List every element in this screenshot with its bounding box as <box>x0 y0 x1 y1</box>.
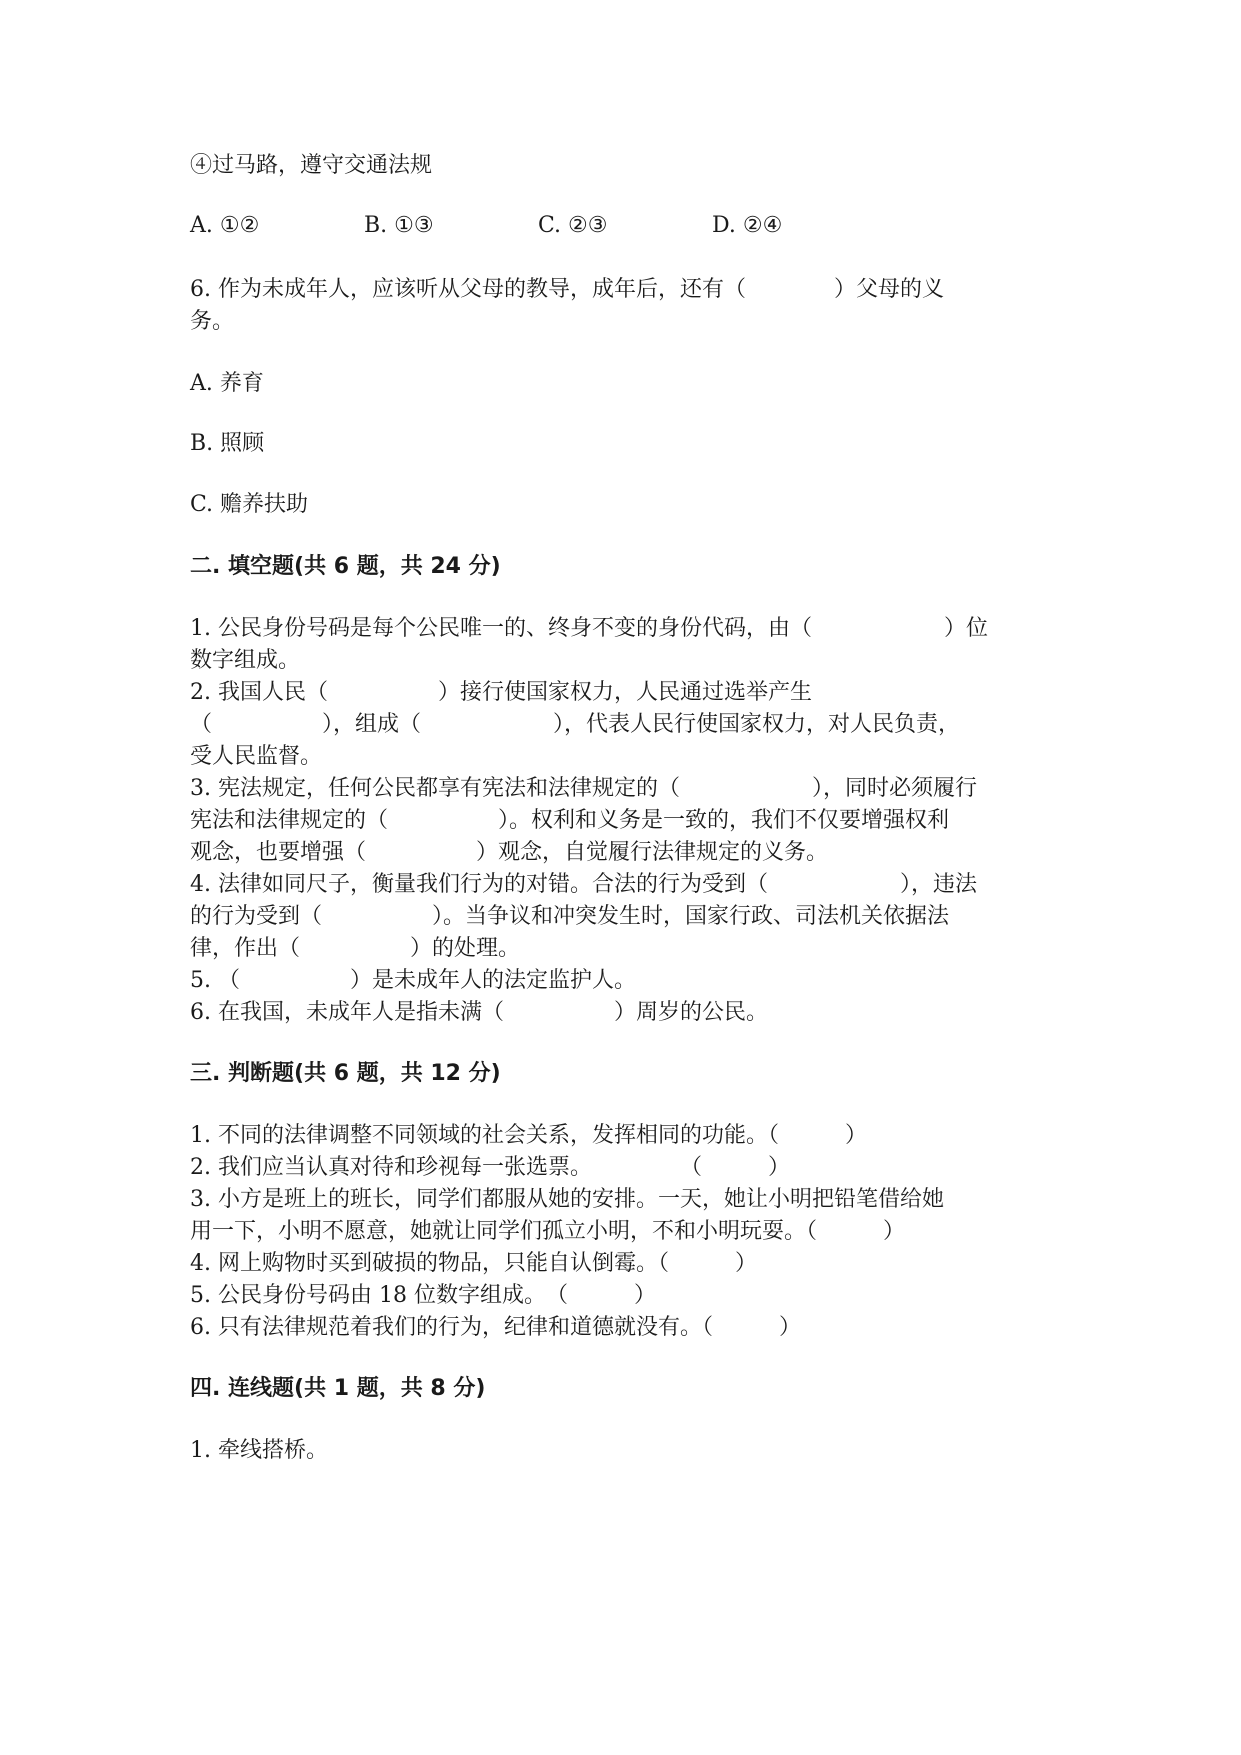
q6-choice-c: C. 赡养扶助 <box>190 492 309 517</box>
q6-choice-b: B. 照顾 <box>190 431 265 456</box>
fill-blank-line: 2. 我国人民（ ）接行使国家权力，人民通过选举产生 <box>190 680 812 705</box>
fill-blank-line: 4. 法律如同尺子，衡量我们行为的对错。合法的行为受到（ ），违法 <box>190 872 977 897</box>
fill-blank-line: 1. 公民身份号码是每个公民唯一的、终身不变的身份代码，由（ ）位 <box>190 616 988 641</box>
fill-blank-line: 数字组成。 <box>190 648 301 673</box>
fill-blank-line: 5. （ ）是未成年人的法定监护人。 <box>190 968 636 993</box>
q5-choice-a: A. ①② <box>190 213 260 238</box>
question-5-option-4-text: ④过马路，遵守交通法规 <box>190 153 433 178</box>
fill-blank-line: 3. 宪法规定，任何公民都享有宪法和法律规定的（ ），同时必须履行 <box>190 776 977 801</box>
fill-blank-line: 律，作出（ ）的处理。 <box>190 936 521 961</box>
matching-question: 1. 牵线搭桥。 <box>190 1438 328 1463</box>
true-false-line: 用一下，小明不愿意，她就让同学们孤立小明，不和小明玩耍。（ ） <box>190 1219 906 1244</box>
true-false-line: 3. 小方是班上的班长，同学们都服从她的安排。一天，她让小明把铅笔借给她 <box>190 1187 944 1212</box>
true-false-line: 1. 不同的法律调整不同领域的社会关系，发挥相同的功能。（ ） <box>190 1123 867 1148</box>
question-6-stem-cont: 务。 <box>190 309 235 334</box>
fill-blank-line: （ ），组成（ ），代表人民行使国家权力，对人民负责， <box>190 712 961 737</box>
question-6-stem: 6. 作为未成年人，应该听从父母的教导，成年后，还有（ ）父母的义 <box>190 277 944 302</box>
true-false-line: 5. 公民身份号码由 18 位数字组成。 （ ） <box>190 1283 656 1308</box>
true-false-line: 4. 网上购物时买到破损的物品，只能自认倒霉。（ ） <box>190 1251 757 1276</box>
q5-choice-d: D. ②④ <box>712 213 783 238</box>
fill-blank-line: 受人民监督。 <box>190 744 323 769</box>
fill-blank-line: 观念，也要增强（ ）观念，自觉履行法律规定的义务。 <box>190 840 829 865</box>
true-false-line: 6. 只有法律规范着我们的行为，纪律和道德就没有。（ ） <box>190 1315 801 1340</box>
fill-blank-line: 6. 在我国，未成年人是指未满（ ）周岁的公民。 <box>190 1000 768 1025</box>
q5-choice-b: B. ①③ <box>364 213 434 238</box>
section-2-heading: 二. 填空题(共 6 题，共 24 分) <box>190 554 501 579</box>
fill-blank-line: 的行为受到（ ）。当争议和冲突发生时，国家行政、司法机关依据法 <box>190 904 950 929</box>
section-3-heading: 三. 判断题(共 6 题，共 12 分) <box>190 1061 501 1086</box>
section-4-heading: 四. 连线题(共 1 题，共 8 分) <box>190 1376 486 1401</box>
q6-choice-a: A. 养育 <box>190 371 264 396</box>
true-false-line: 2. 我们应当认真对待和珍视每一张选票。 （ ） <box>190 1155 790 1180</box>
q5-choice-c: C. ②③ <box>538 213 608 238</box>
fill-blank-line: 宪法和法律规定的（ ）。权利和义务是一致的，我们不仅要增强权利 <box>190 808 950 833</box>
